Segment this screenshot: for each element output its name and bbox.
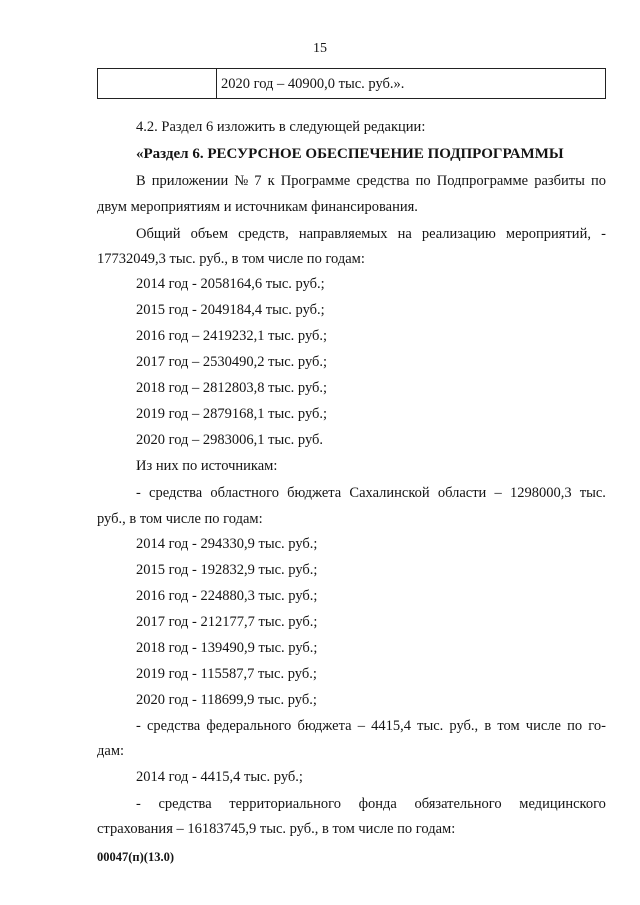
insurance-line-2: страхования – 16183745,9 тыс. руб., в том числе по годам: (97, 821, 456, 837)
total-line-2: 17732049,3 тыс. руб., в том числе по годам: (97, 251, 365, 267)
regional-line-1: - средства областного бюджета Сахалинской области – 1298000,3 тыс. (136, 485, 606, 501)
federal-line-2: дам: (97, 743, 125, 759)
sources-intro: Из них по источникам: (136, 458, 278, 474)
total-year-2015: 2015 год - 2049184,4 тыс. руб.; (136, 302, 325, 318)
section-heading: «Раздел 6. РЕСУРСНОЕ ОБЕСПЕЧЕНИЕ ПОДПРОГРАММЫ (136, 146, 564, 162)
regional-line-2: руб., в том числе по годам: (97, 511, 263, 527)
regional-year-2017: 2017 год - 212177,7 тыс. руб.; (136, 614, 318, 630)
regional-year-2016: 2016 год - 224880,3 тыс. руб.; (136, 588, 318, 604)
regional-year-2020: 2020 год - 118699,9 тыс. руб.; (136, 692, 317, 708)
regional-year-2018: 2018 год - 139490,9 тыс. руб.; (136, 640, 318, 656)
regional-year-2015: 2015 год - 192832,9 тыс. руб.; (136, 562, 318, 578)
regional-year-2014: 2014 год - 294330,9 тыс. руб.; (136, 536, 318, 552)
footer-document-code: 00047(п)(13.0) (97, 850, 174, 864)
federal-line-1: - средства федерального бюджета – 4415,4 тыс. руб., в том числе по го- (136, 718, 606, 734)
insurance-line-1: - средства территориального фонда обязательного медицинского (136, 796, 606, 812)
total-year-2016: 2016 год – 2419232,1 тыс. руб.; (136, 328, 328, 344)
total-year-2014: 2014 год - 2058164,6 тыс. руб.; (136, 276, 325, 292)
total-year-2019: 2019 год – 2879168,1 тыс. руб.; (136, 406, 328, 422)
paragraph-4-2: 4.2. Раздел 6 изложить в следующей редакции: (136, 119, 426, 135)
continuation-table (97, 68, 606, 99)
page-number: 15 (313, 41, 327, 56)
total-year-2020: 2020 год – 2983006,1 тыс. руб. (136, 432, 324, 448)
intro-line-1: В приложении № 7 к Программе средства по Подпрограмме разбиты по (136, 173, 606, 189)
total-line-1: Общий объем средств, направляемых на реализацию мероприятий, - (136, 226, 606, 242)
total-year-2017: 2017 год – 2530490,2 тыс. руб.; (136, 354, 328, 370)
regional-year-2019: 2019 год - 115587,7 тыс. руб.; (136, 666, 317, 682)
table-cell-right: 2020 год – 40900,0 тыс. руб.». (221, 76, 405, 92)
intro-line-2: двум мероприятиям и источникам финансирования. (97, 199, 418, 215)
federal-year-2014: 2014 год - 4415,4 тыс. руб.; (136, 769, 303, 785)
table-cell-left (98, 69, 217, 98)
total-year-2018: 2018 год – 2812803,8 тыс. руб.; (136, 380, 328, 396)
